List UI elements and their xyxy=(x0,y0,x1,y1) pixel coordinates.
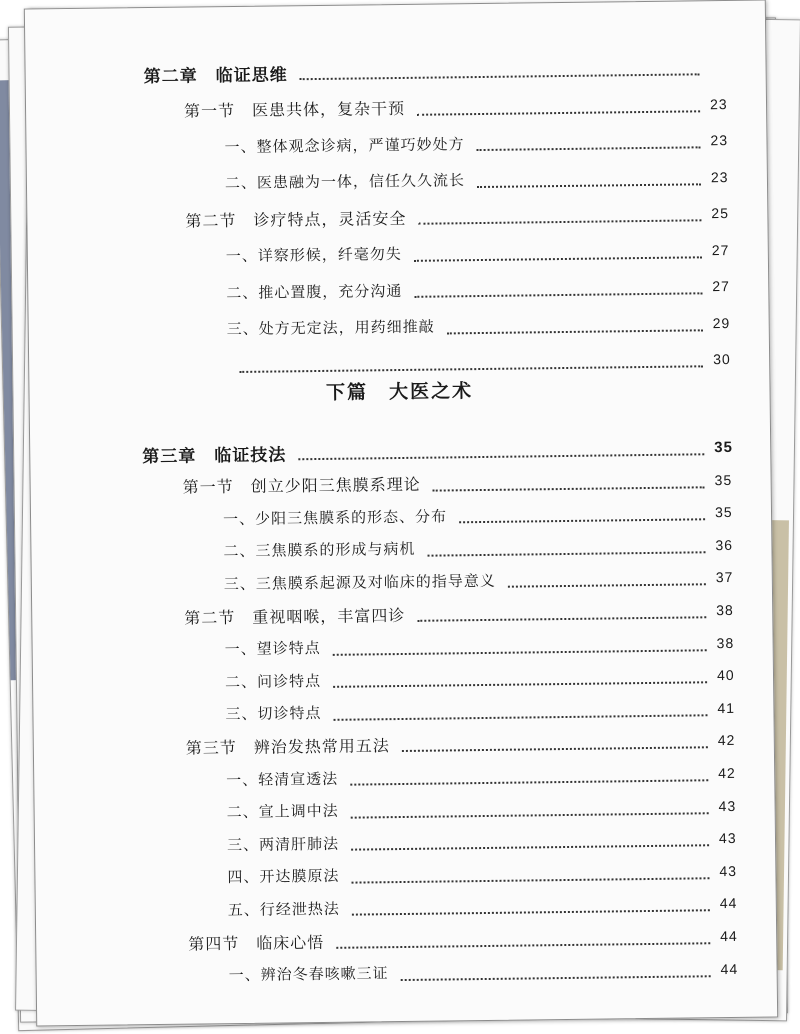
toc-entry-title: 第二节 诊疗特点，灵活安全 xyxy=(185,208,407,231)
part-title: 下篇 大医之术 xyxy=(325,380,474,404)
leader-dots xyxy=(336,928,710,949)
toc-entry xyxy=(27,199,767,236)
toc-entry-title: 三、两清肝肺法 xyxy=(226,834,340,854)
toc-entry xyxy=(36,889,776,926)
leader-dots xyxy=(333,700,707,721)
leader-dots xyxy=(417,96,700,115)
toc-entry-title: 二、宣上调中法 xyxy=(226,801,339,822)
toc-entry-page: 38 xyxy=(716,601,734,619)
leader-dots xyxy=(352,896,710,916)
toc-entry-title: 二、问诊特点 xyxy=(224,671,322,691)
toc-entry-title: 第三章 临证技法 xyxy=(142,444,287,467)
toc-entry xyxy=(33,693,773,730)
toc-entry-page: 23 xyxy=(710,168,729,185)
leader-dots xyxy=(351,798,709,818)
toc-entry xyxy=(27,162,767,199)
toc-entry-page: 35 xyxy=(714,471,733,488)
toc-entry-page: 42 xyxy=(718,764,736,782)
toc-entry xyxy=(32,595,772,632)
toc-entry-title: 四、开达膜原法 xyxy=(227,867,340,887)
toc-entry-title: 第一节 医患共体，复杂干预 xyxy=(183,98,406,121)
toc-entry-title: 二、推心置腹，充分沟通 xyxy=(226,281,403,302)
leader-dots xyxy=(402,733,708,753)
leader-dots xyxy=(401,961,711,981)
toc-entry xyxy=(31,530,771,567)
leader-dots xyxy=(351,863,709,883)
toc-entry xyxy=(34,791,774,828)
leader-dots xyxy=(333,667,707,688)
toc-entry-page: 41 xyxy=(717,699,736,716)
toc-entry xyxy=(30,465,770,502)
toc-entry-page: 27 xyxy=(711,241,730,258)
leader-dots xyxy=(476,132,700,151)
toc-entry xyxy=(26,89,766,126)
leader-dots xyxy=(414,242,702,262)
toc-entry-page: 27 xyxy=(712,277,730,295)
leader-dots xyxy=(459,504,705,523)
leader-dots xyxy=(351,830,709,850)
toc-entry-page: 35 xyxy=(714,504,733,521)
toc-entry-page: 38 xyxy=(716,634,735,651)
toc-entry-page: 43 xyxy=(718,797,737,814)
toc-entry-page: 30 xyxy=(713,350,731,368)
leader-dots xyxy=(427,537,705,556)
toc-entry-title: 一、轻清宣透法 xyxy=(226,769,339,789)
toc-entry xyxy=(28,271,768,308)
toc-entry-title: 第二节 重视咽喉，丰富四诊 xyxy=(184,605,406,628)
leader-dots xyxy=(298,439,704,460)
leader-dots xyxy=(447,315,703,334)
toc-entry-page: 43 xyxy=(719,862,738,879)
toc-entry xyxy=(26,126,766,163)
toc-entry-title: 一、整体观念诊病，严谨巧妙处方 xyxy=(224,134,465,156)
leader-dots xyxy=(350,765,708,785)
toc-entry xyxy=(29,308,769,345)
toc-entry-page: 29 xyxy=(712,314,731,331)
toc-page xyxy=(24,0,778,1026)
toc-entry-title: 三、三焦膜系起源及对临床的指导意义 xyxy=(223,571,496,594)
toc-entry xyxy=(36,954,776,991)
toc-entry-page: 23 xyxy=(709,95,728,112)
toc-entry-title: 一、辨治冬春咳嗽三证 xyxy=(228,964,389,985)
toc-entry-page: 35 xyxy=(714,438,734,456)
toc-entry-title: 三、切诊特点 xyxy=(225,704,322,724)
toc-entry xyxy=(34,758,774,795)
toc-entry xyxy=(32,628,772,665)
toc-entry xyxy=(35,856,775,893)
toc-entry-page: 37 xyxy=(715,569,734,586)
toc-entry-title: 一、详察形候，纤毫勿失 xyxy=(225,244,402,266)
toc-entry-title: 第一节 创立少阳三焦膜系理论 xyxy=(182,474,421,497)
toc-entry-page: 44 xyxy=(719,895,738,912)
leader-dots xyxy=(418,205,701,224)
toc-entry-page: 40 xyxy=(716,667,735,684)
leader-dots xyxy=(333,635,707,656)
toc-entry-title: 二、医患融为一体，信任久久流长 xyxy=(224,171,466,193)
toc-entry-title: 第二章 临证思维 xyxy=(143,64,288,87)
toc-entry xyxy=(33,661,773,698)
leader-dots xyxy=(433,472,705,491)
toc-entry-page: 44 xyxy=(720,927,738,945)
toc-entry xyxy=(28,235,768,272)
toc-entry xyxy=(30,432,770,469)
leader-dots xyxy=(414,278,702,298)
toc-entry-page: 36 xyxy=(715,536,734,553)
toc-entry xyxy=(32,563,772,600)
toc-entry-page: 23 xyxy=(710,131,729,149)
toc-entry xyxy=(31,498,771,535)
toc-entry-title: 三、处方无定法，用药细推敲 xyxy=(226,317,435,339)
leader-dots xyxy=(300,59,700,80)
toc-entry-title: 二、三焦膜系的形成与病机 xyxy=(223,540,416,561)
toc-entry-title: 第四节 临床心悟 xyxy=(188,932,325,954)
leader-dots xyxy=(239,351,703,373)
toc-entry-page: 42 xyxy=(717,732,736,749)
toc-entry-page xyxy=(710,67,758,68)
toc-entry-page: 44 xyxy=(720,960,739,977)
leader-dots xyxy=(417,602,706,622)
toc-entry xyxy=(35,824,775,861)
toc-entry xyxy=(36,921,776,958)
toc-entry-title: 五、行经泄热法 xyxy=(227,899,340,920)
toc-entry-title: 一、望诊特点 xyxy=(224,639,321,659)
toc-entry xyxy=(25,53,765,90)
toc-entry-page: 43 xyxy=(718,830,737,847)
leader-dots xyxy=(477,169,701,188)
toc-entry xyxy=(34,726,774,763)
leader-dots xyxy=(508,570,706,588)
toc-entry-title: 一、少阳三焦膜系的形态、分布 xyxy=(222,507,448,528)
toc-entry-page: 25 xyxy=(711,204,730,222)
toc-entry-title: 第三节 辨治发热常用五法 xyxy=(185,736,390,758)
